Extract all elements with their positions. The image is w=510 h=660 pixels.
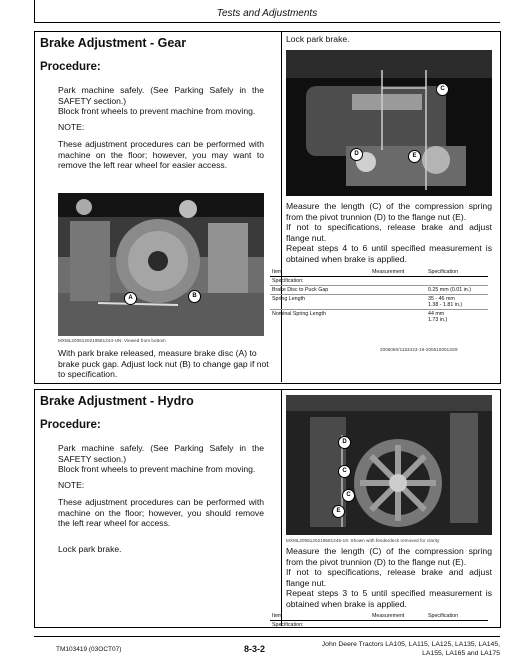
th-item: Item	[270, 612, 370, 621]
hydro-note-text: These adjustment procedures can be performed with machine on the floor; however, you should remove the left rear wheel for access.	[58, 497, 264, 529]
hydro-photo	[286, 395, 492, 535]
brake-disc-photo	[58, 193, 264, 336]
th-item: Item	[270, 268, 370, 277]
callout-d: D	[338, 436, 351, 449]
page-left-rule	[34, 0, 35, 22]
callout-c: C	[436, 83, 449, 96]
photo3-caption: MXML2006120219581246-19: Shown with fenderdeck removed for clarity	[286, 538, 440, 543]
gear-measure-text: Measure the length (C) of the compression spring from the pivot trunnion (D) to the flange nut (E).	[286, 201, 492, 222]
cell-measurement	[370, 295, 426, 310]
th-measurement: Measurement	[370, 268, 426, 277]
brake-disc-illustration	[58, 193, 264, 336]
section-hydro-procedure: Procedure:	[40, 419, 101, 431]
spec-section-label: Specification:	[272, 278, 304, 284]
gear-ifnot-text: If not to specifications, release brake and adjust flange nut.	[286, 222, 492, 243]
th-measurement: Measurement	[370, 612, 426, 621]
section-hydro-divider	[281, 389, 282, 626]
hydro-illustration	[286, 395, 492, 535]
cell-measurement	[370, 310, 426, 325]
callout-c: C	[338, 465, 351, 478]
footer-doc-id: TM103419 (03OCT07)	[56, 646, 122, 653]
hydro-ifnot-text: If not to specifications, release brake and adjust flange nut.	[286, 567, 492, 588]
spring-illustration	[286, 50, 492, 196]
gear-note-text: These adjustment procedures can be performed with machine on the floor; however, you may want to remove the left rear wheel for easier access.	[58, 139, 264, 171]
hydro-note-label: NOTE:	[58, 480, 85, 490]
page-header: Tests and Adjustments	[216, 8, 318, 19]
cell-item: Brake Disc to Puck Gap	[270, 286, 370, 295]
hydro-spec-table	[270, 612, 488, 629]
cell-spec: 0.25 mm (0.01 in.)	[426, 286, 488, 295]
footer-page-number: 8-3-2	[244, 644, 266, 654]
hydro-measure-text: Measure the length (C) of the compression spring from the pivot trunnion (D) to the flange nut (E).	[286, 546, 492, 567]
table-row	[270, 295, 488, 310]
gear-note-label: NOTE:	[58, 122, 85, 132]
cell-spec: 44 mm 1.73 in.)	[426, 310, 488, 325]
header-rule	[34, 22, 500, 23]
cell-spec: 35 - 46 mm 1.38 - 1.81 in.)	[426, 295, 488, 310]
callout-e: E	[332, 505, 345, 518]
cell-item: Spring Length	[270, 295, 370, 310]
gear-step-park: Park machine safely. (See Parking Safely in the SAFETY section.)	[58, 85, 264, 106]
hydro-step-block: Block front wheels to prevent machine from moving.	[58, 464, 256, 474]
section-gear-procedure: Procedure:	[40, 61, 101, 73]
table-footer-id: 2006060/1153423-19-2006100513S9	[380, 347, 458, 352]
gear-gap-instruction: With park brake released, measure brake disc (A) to brake puck gap. Adjust lock nut (B) to change gap if not to specification.	[58, 348, 269, 380]
callout-e: E	[408, 150, 421, 163]
section-gear-divider	[281, 31, 282, 382]
callout-a: A	[124, 292, 137, 305]
cell-item: Nominal Spring Length	[270, 310, 370, 325]
gear-spec-table	[270, 268, 488, 324]
callout-c: C	[342, 489, 355, 502]
gear-lock-brake: Lock park brake.	[286, 34, 350, 44]
callout-d: D	[350, 148, 363, 161]
hydro-repeat-text: Repeat steps 3 to 5 until specified measurement is obtained when brake is applied.	[286, 588, 492, 609]
callout-b: B	[188, 290, 201, 303]
hydro-lock-brake: Lock park brake.	[58, 544, 122, 554]
section-hydro-title: Brake Adjustment - Hydro	[40, 394, 194, 408]
footer-models-1: John Deere Tractors LA105, LA115, LA125, LA135, LA145,	[321, 641, 500, 648]
section-gear-title: Brake Adjustment - Gear	[40, 36, 187, 50]
th-spec: Specification	[426, 268, 488, 277]
gear-repeat-text: Repeat steps 4 to 6 until specified measurement is obtained when brake is applied.	[286, 243, 492, 264]
gear-step-block: Block front wheels to prevent machine from moving.	[58, 106, 256, 116]
hydro-step-park: Park machine safely. (See Parking Safely in the SAFETY section.)	[58, 443, 264, 464]
photo1-caption: MXML2006120219581244-UN: Viewed from bottom	[58, 338, 166, 343]
spring-photo	[286, 50, 492, 196]
table-row	[270, 310, 488, 325]
footer-models-2: LA155, LA165 and LA175	[422, 650, 500, 657]
cell-measurement	[370, 286, 426, 295]
footer-rule	[34, 636, 500, 637]
table-row	[270, 286, 488, 295]
spec-section-label: Specification:	[272, 622, 304, 628]
th-spec: Specification	[426, 612, 488, 621]
